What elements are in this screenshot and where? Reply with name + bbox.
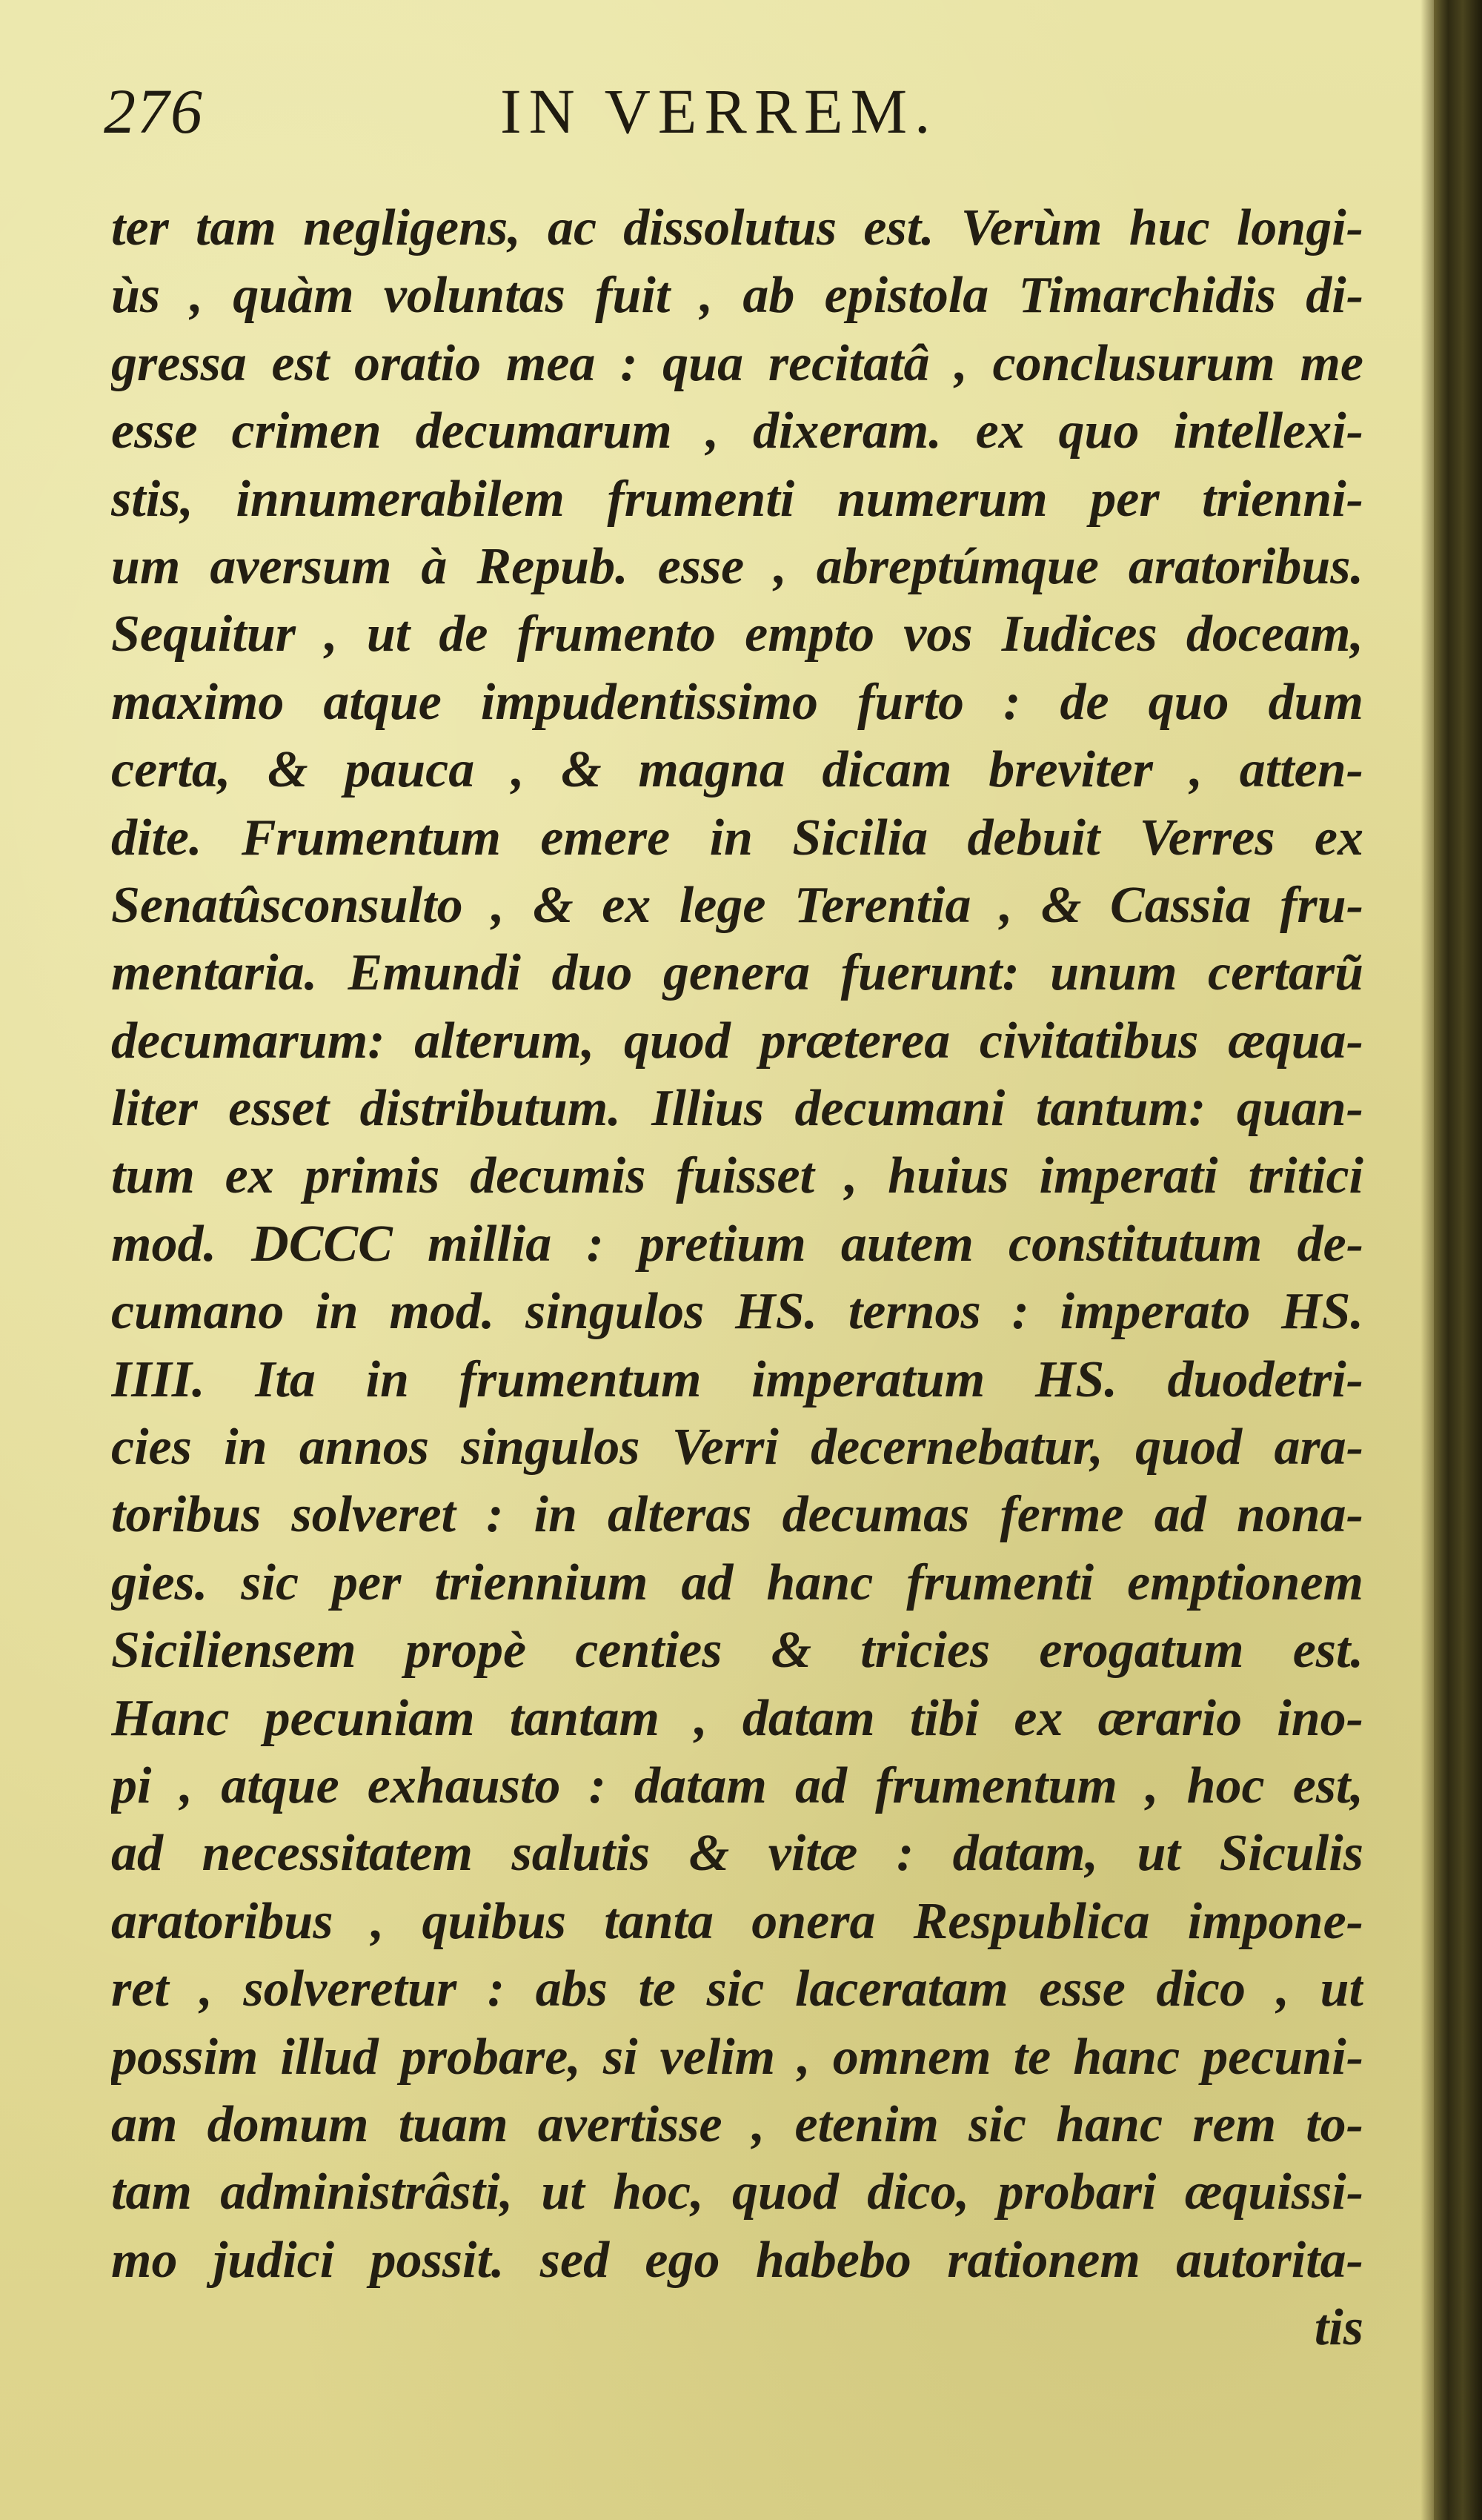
text-line: dite. Frumentum emere in Sicilia debuit Verres ex [111, 809, 1363, 866]
text-line: cumano in mod. singulos HS. ternos : imperato HS. [111, 1283, 1363, 1341]
text-line: Sequitur , ut de frumento empto vos Iudices doceam, [111, 606, 1363, 663]
text-line: ùs , quàm voluntas fuit , ab epistola Timarchidis di- [111, 267, 1363, 325]
catchword: tis [1314, 2299, 1363, 2357]
running-head: IN VERREM. [500, 76, 938, 147]
page-header [104, 74, 1408, 163]
text-line: liter esset distributum. Illius decumani tantum: quan- [111, 1080, 1363, 1138]
text-line: mo judici possit. sed ego habebo rationem autorita- [111, 2231, 1363, 2289]
text-line: gies. sic per triennium ad hanc frumenti emptionem [111, 1554, 1363, 1611]
page-number: 276 [104, 76, 204, 147]
text-line: ret , solveretur : abs te sic laceratam esse dico , ut [111, 1960, 1363, 2018]
text-line: stis, innumerabilem frumenti numerum per trienni- [111, 470, 1363, 528]
book-gutter [1434, 0, 1482, 2520]
text-line: IIII. Ita in frumentum imperatum HS. duodetri- [111, 1350, 1363, 1408]
text-line: Hanc pecuniam tantam , datam tibi ex ærario ino- [111, 1689, 1363, 1747]
body-text [111, 194, 1363, 2362]
text-line: Siciliensem propè centies & tricies erogatum est. [111, 1622, 1363, 1680]
text-line: ter tam negligens, ac dissolutus est. Verùm huc longi- [111, 199, 1363, 256]
text-line: toribus solveret : in alteras decumas ferme ad nona- [111, 1486, 1363, 1544]
text-line: certa, & pauca , & magna dicam breviter , atten- [111, 741, 1363, 799]
text-line: aratoribus , quibus tanta onera Respublica impone- [111, 1892, 1363, 1950]
page-edge-shadow [1420, 0, 1434, 2520]
text-line: maximo atque impudentissimo furto : de quo dum [111, 673, 1363, 731]
text-line: mentaria. Emundi duo genera fuerunt: unum certarũ [111, 944, 1363, 1002]
text-line: Senatûsconsulto , & ex lege Terentia , & Cassia fru- [111, 876, 1363, 934]
text-line: tum ex primis decumis fuisset , huius imperati tritici [111, 1147, 1363, 1205]
text-line: um aversum à Repub. esse , abreptúmque aratoribus. [111, 537, 1363, 595]
text-line: mod. DCCC millia : pretium autem constitutum de- [111, 1215, 1363, 1273]
text-line: ad necessitatem salutis & vitæ : datam, ut Siculis [111, 1825, 1363, 1883]
text-line: cies in annos singulos Verri decernebatur, quod ara- [111, 1419, 1363, 1476]
text-line: am domum tuam avertisse , etenim sic hanc rem to- [111, 2095, 1363, 2153]
text-line: decumarum: alterum, quod præterea civitatibus æqua- [111, 1012, 1363, 1070]
text-line: esse crimen decumarum , dixeram. ex quo intellexi- [111, 402, 1363, 460]
text-line: pi , atque exhausto : datam ad frumentum , hoc est, [111, 1757, 1363, 1814]
text-line: possim illud probare, si velim , omnem te hanc pecuni- [111, 2028, 1363, 2086]
text-line: gressa est oratio mea : qua recitatâ , conclusurum me [111, 334, 1363, 392]
text-line: tam administrâsti, ut hoc, quod dico, probari æquissi- [111, 2163, 1363, 2221]
